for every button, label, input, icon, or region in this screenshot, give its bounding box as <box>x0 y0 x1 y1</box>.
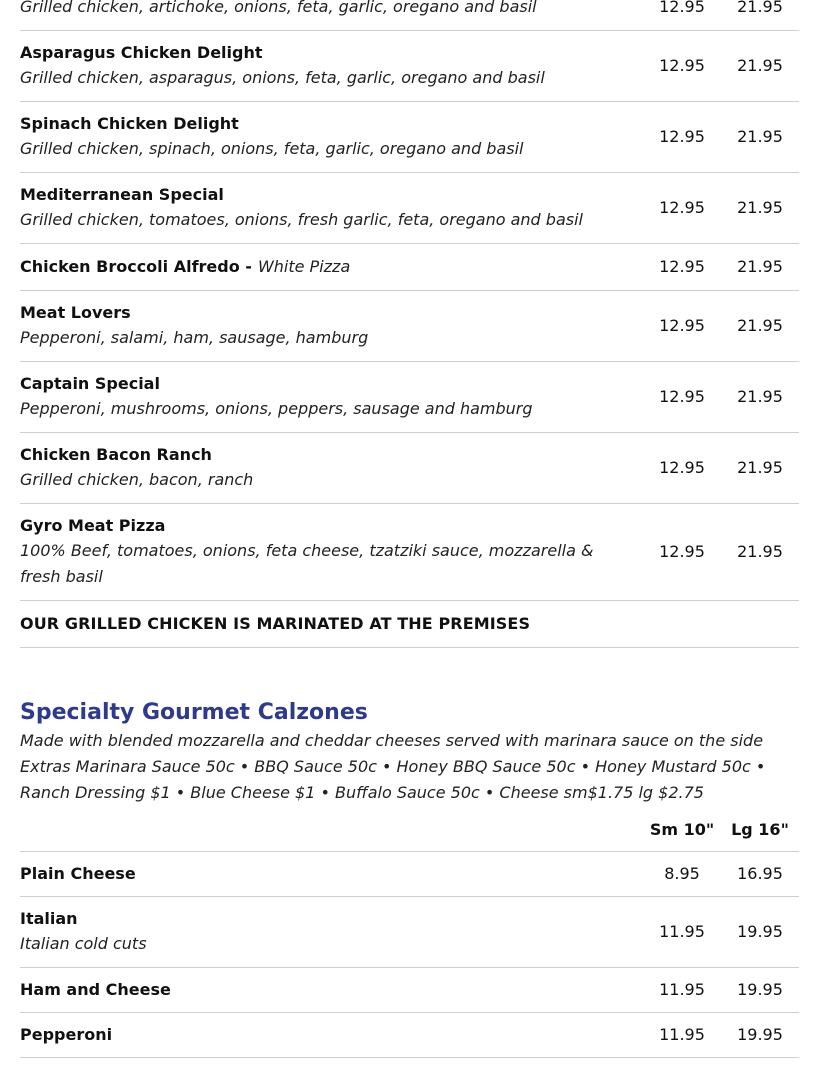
price-large: 21.95 <box>737 257 783 276</box>
menu-row <box>20 173 799 244</box>
price-large: 19.95 <box>737 922 783 941</box>
menu-item-text <box>20 112 643 162</box>
price-large: 16.95 <box>737 864 783 883</box>
price-small: 12.95 <box>659 56 705 75</box>
size-header <box>20 806 799 852</box>
menu-row <box>20 291 799 362</box>
price-large: 19.95 <box>737 980 783 999</box>
item-description: 100% Beef, tomatoes, onions, feta cheese, tzatziki sauce, mozzarella & fresh basil <box>20 541 594 586</box>
menu-row <box>20 362 799 433</box>
menu-item-text <box>20 862 643 886</box>
item-description: Grilled chicken, tomatoes, onions, fresh garlic, feta, oregano and basil <box>20 210 583 229</box>
item-inline-description: White Pizza <box>257 257 351 276</box>
item-name: Pepperoni <box>20 1025 113 1044</box>
menu-item-text <box>20 372 643 422</box>
item-description: Grilled chicken, artichoke, onions, feta, garlic, oregano and basil <box>20 0 537 16</box>
menu-item-text <box>20 978 643 1002</box>
price-large: 21.95 <box>737 0 783 16</box>
menu-row <box>20 504 799 601</box>
menu-row <box>20 433 799 504</box>
price-large: 21.95 <box>737 56 783 75</box>
menu-item-text <box>20 183 643 233</box>
price-small: 11.95 <box>659 980 705 999</box>
section-title: Specialty Gourmet Calzones <box>20 700 368 725</box>
section-description: Made with blended mozzarella and cheddar cheeses served with marinara sauce on the side <box>20 731 764 750</box>
item-name: Spinach Chicken Delight <box>20 114 239 133</box>
price-small: 8.95 <box>664 864 700 883</box>
size-small-label: Sm 10" <box>649 820 715 839</box>
item-description: Pepperoni, mushrooms, onions, peppers, sausage and hamburg <box>20 399 533 418</box>
price-large: 19.95 <box>737 1025 783 1044</box>
menu-item-text <box>20 1023 643 1047</box>
menu-item-text <box>20 254 643 280</box>
menu-row <box>20 102 799 173</box>
price-large: 21.95 <box>737 387 783 406</box>
menu-row <box>20 897 799 968</box>
menu-item-text <box>20 443 643 493</box>
menu-page <box>20 0 799 1058</box>
price-small: 12.95 <box>659 0 705 16</box>
item-name: Plain Cheese <box>20 864 136 883</box>
size-large-label: Lg 16" <box>731 820 789 839</box>
menu-row <box>20 852 799 897</box>
item-name: Ham and Cheese <box>20 980 171 999</box>
price-small: 12.95 <box>659 458 705 477</box>
price-small: 12.95 <box>659 387 705 406</box>
price-small: 12.95 <box>659 127 705 146</box>
menu-row <box>20 968 799 1013</box>
price-small: 11.95 <box>659 922 705 941</box>
item-name: Chicken Bacon Ranch <box>20 445 212 464</box>
menu-item-text <box>20 907 643 957</box>
menu-note <box>20 611 799 637</box>
item-name: Chicken Broccoli Alfredo - <box>20 257 252 276</box>
section-extras: Extras Marinara Sauce 50c • BBQ Sauce 50c • Honey BBQ Sauce 50c • Honey Mustard 50c • Ranch Dressing $1 • Blue Cheese $1 • Buffalo Sauce 50c • Cheese sm$1.75 lg $2.75 <box>20 757 766 802</box>
price-large: 21.95 <box>737 542 783 561</box>
menu-note-row <box>20 601 799 648</box>
item-name: Captain Special <box>20 374 160 393</box>
marination-note: OUR GRILLED CHICKEN IS MARINATED AT THE PREMISES <box>20 614 531 633</box>
price-large: 21.95 <box>737 198 783 217</box>
menu-item-text <box>20 41 643 91</box>
item-name: Gyro Meat Pizza <box>20 516 166 535</box>
menu-item-text <box>20 0 643 20</box>
menu-item-text <box>20 514 643 590</box>
item-name: Italian <box>20 909 78 928</box>
price-large: 21.95 <box>737 127 783 146</box>
price-small: 12.95 <box>659 198 705 217</box>
price-small: 11.95 <box>659 1025 705 1044</box>
item-name: Mediterranean Special <box>20 185 224 204</box>
price-small: 12.95 <box>659 316 705 335</box>
menu-row <box>20 244 799 291</box>
item-name: Meat Lovers <box>20 303 131 322</box>
item-description: Pepperoni, salami, ham, sausage, hamburg <box>20 328 369 347</box>
price-small: 12.95 <box>659 542 705 561</box>
menu-row <box>20 31 799 102</box>
item-description: Italian cold cuts <box>20 934 147 953</box>
price-large: 21.95 <box>737 316 783 335</box>
menu-row <box>20 1013 799 1058</box>
menu-item-text <box>20 301 643 351</box>
item-description: Grilled chicken, spinach, onions, feta, garlic, oregano and basil <box>20 139 524 158</box>
price-large: 21.95 <box>737 458 783 477</box>
item-description: Grilled chicken, asparagus, onions, feta, garlic, oregano and basil <box>20 68 545 87</box>
price-small: 12.95 <box>659 257 705 276</box>
item-description: Grilled chicken, bacon, ranch <box>20 470 254 489</box>
menu-row <box>20 0 799 31</box>
item-name: Asparagus Chicken Delight <box>20 43 263 62</box>
